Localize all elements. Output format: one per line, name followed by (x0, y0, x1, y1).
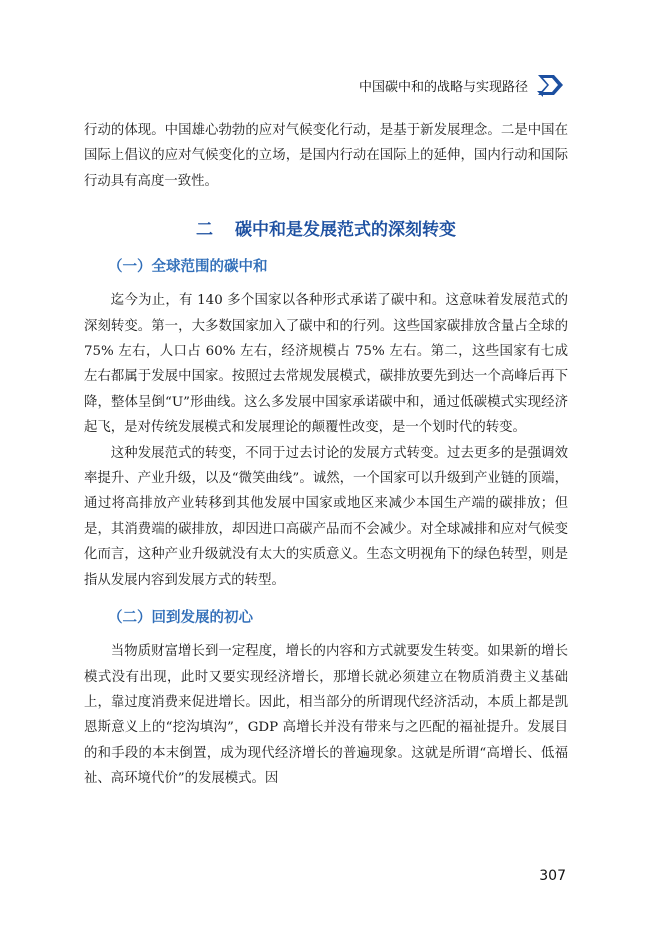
chapter-number: 二 (196, 220, 213, 241)
chapter-title: 碳中和是发展范式的深刻转变 (235, 220, 456, 241)
paragraph-continued: 行动的体现。中国雄心勃勃的应对气候变化行动，是基于新发展理念。二是中国在国际上倡议的应对气候变化的立场，是国内行动在国际上的延伸，国内行动和国际行动具有高度一致性。 (84, 123, 568, 189)
page-number: 307 (539, 868, 566, 884)
paragraph: 当物质财富增长到一定程度，增长的内容和方式就要发生转变。如果新的增长模式没有出现，此时又要实现经济增长，那增长就必须建立在物质消费主义基础上，靠过度消费来促进增长。因此，相当部分的所谓现代经济活动，本质上都是凯恩斯意义上的“挖沟填沟”，GDP 高增长并没有带来与之匹配的福祉提升。发展目的和手段的本末倒置，成为现代经济增长的普遍现象。这就是所谓“高增长、低福祉、高环境代价”的发展模式。因 (84, 644, 568, 787)
running-header (359, 72, 566, 98)
paragraph: 这种发展范式的转变，不同于过去讨论的发展方式转变。过去更多的是强调效率提升、产业升级，以及“微笑曲线”。诚然，一个国家可以升级到产业链的顶端，通过将高排放产业转移到其他发展中国家或地区来减少本国生产端的碳排放；但是，其消费端的碳排放，却因进口高碳产品而不会减少。对全球减排和应对气候变化而言，这种产业升级就没有太大的实质意义。生态文明视角下的绿色转型，则是指从发展内容到发展方式的转型。 (84, 445, 568, 588)
chapter-heading (84, 217, 568, 243)
book-chevron-logo-icon (536, 72, 566, 98)
section-heading-return-to-original-aspiration: （二）回到发展的初心 (108, 610, 253, 627)
section-heading-global-carbon-neutrality: （一）全球范围的碳中和 (108, 259, 268, 276)
paragraph: 迄今为止，有 140 多个国家以各种形式承诺了碳中和。这意味着发展范式的深刻转变。第一，大多数国家加入了碳中和的行列。这些国家碳排放含量占全球的 75% 左右，人口占 60% 左右，经济规模占 75% 左右。第二，这些国家有七成左右都属于发展中国家。按照过去常规发展模式，碳排放要先到达一个高峰后再下降，整体呈倒“U”形曲线。这么多发展中国家承诺碳中和，通过低碳模式实现经济起飞，是对传统发展模式和发展理论的颠覆性改变，是一个划时代的转变。 (84, 293, 568, 436)
page-body (84, 118, 568, 792)
running-header-title: 中国碳中和的战略与实现路径 (358, 79, 528, 95)
